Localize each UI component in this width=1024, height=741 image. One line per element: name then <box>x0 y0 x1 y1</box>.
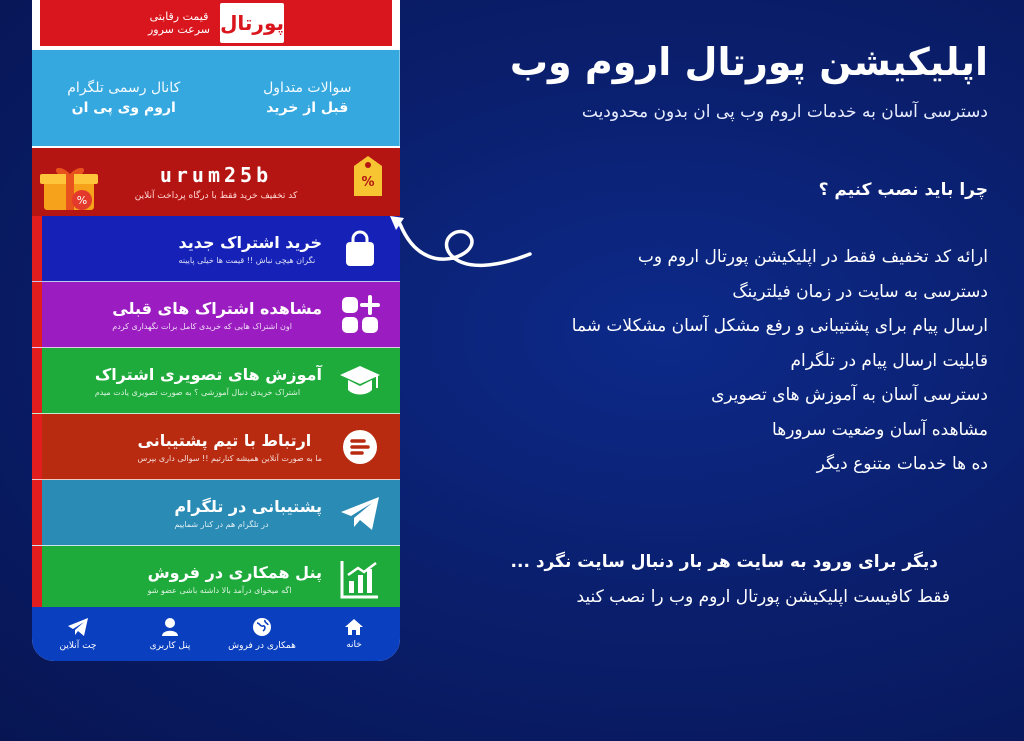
gift-box-icon <box>40 164 98 212</box>
phone-mockup <box>32 0 400 661</box>
menu-item-title: خرید اشتراک جدید <box>178 232 322 252</box>
bottom-navigation <box>32 607 400 661</box>
portal-logo: پورتال <box>220 3 284 43</box>
graduation-cap-icon <box>338 359 382 403</box>
coupon-code[interactable]: urum25b <box>159 163 273 187</box>
menu-item-previous-subscriptions[interactable] <box>32 282 400 348</box>
why-install-heading: چرا باید نصب کنیم ؟ <box>818 180 988 200</box>
menu-item-text <box>179 233 322 265</box>
nav-online-chat[interactable] <box>32 607 124 661</box>
nav-label: همکاری در فروش <box>228 641 296 651</box>
menu-item-title: مشاهده اشتراک های قبلی <box>112 298 322 318</box>
menu-accent <box>32 546 42 611</box>
main-menu <box>32 216 400 612</box>
menu-accent <box>32 282 42 347</box>
menu-item-title: پنل همکاری در فروش <box>147 562 322 582</box>
banner-text <box>148 10 210 36</box>
menu-item-video-tutorials[interactable] <box>32 348 400 414</box>
feature-item: دسترسی به سایت در زمان فیلترینگ <box>732 281 988 302</box>
feature-list <box>572 240 988 482</box>
menu-item-contact-support[interactable] <box>32 414 400 480</box>
menu-item-text <box>174 497 322 529</box>
discount-coupon[interactable] <box>32 148 400 216</box>
telegram-channel-card[interactable] <box>32 50 216 146</box>
nav-user-panel[interactable] <box>124 607 216 661</box>
price-tag-icon <box>348 152 388 200</box>
menu-item-telegram-support[interactable] <box>32 480 400 546</box>
faq-card[interactable] <box>216 50 401 146</box>
feature-item: دسترسی آسان به آموزش های تصویری <box>711 385 988 405</box>
globe-icon <box>252 617 272 637</box>
closing-line-1: دیگر برای ورود به سایت هر بار دنبال سایت نگرد ... <box>510 552 938 572</box>
nav-home[interactable] <box>308 607 400 661</box>
menu-item-sales-partner-panel[interactable] <box>32 546 400 612</box>
menu-item-title: ارتباط با تیم پشتیبانی <box>137 430 312 450</box>
feature-item: ارسال پیام برای پشتیبانی و رفع مشکل آسان مشکلات شما <box>571 316 988 336</box>
hero-title: اپلیکیشن پورتال اروم وب <box>509 40 988 84</box>
menu-accent <box>32 414 42 479</box>
top-banner <box>32 0 400 50</box>
nav-label: خانه <box>346 640 362 650</box>
nav-label: چت آنلاین <box>59 641 97 651</box>
nav-label: پنل کاربری <box>149 641 191 651</box>
feature-item: ده ها خدمات متنوع دیگر <box>816 454 988 474</box>
tag-percent: % <box>361 175 375 190</box>
menu-item-subtitle: اشتراک خریدی دنبال آموزشی ؟ به صورت تصویری یادت میدم <box>94 387 301 397</box>
sales-chart-icon <box>338 557 382 601</box>
banner-line: قیمت رقابتی <box>149 10 209 23</box>
menu-item-subtitle: نگران هیچی نباش !! قیمت ها خیلی پایینه <box>178 255 316 265</box>
menu-item-title: آموزش های تصویری اشتراک <box>94 364 322 384</box>
apps-add-icon <box>338 293 382 337</box>
coupon-note: کد تخفیف خرید فقط با درگاه پرداخت آنلاین <box>134 191 298 201</box>
banner-line: سرعت سرور <box>147 23 211 36</box>
telegram-icon <box>338 491 382 535</box>
hero-subtitle: دسترسی آسان به خدمات اروم وب پی ان بدون محدودیت <box>581 102 988 122</box>
support-chat-icon <box>338 425 382 469</box>
feature-item: مشاهده آسان وضعیت سرورها <box>772 419 988 440</box>
menu-item-subtitle: اون اشتراک هایی که خریدی کامل برات نگهداری کردم <box>112 321 292 331</box>
menu-item-text <box>148 563 322 595</box>
menu-accent <box>32 480 42 545</box>
menu-item-text <box>138 431 322 463</box>
menu-item-text <box>95 365 322 397</box>
home-icon <box>344 618 364 636</box>
card-title: سوالات متداول <box>263 80 352 96</box>
nav-sales-partner[interactable] <box>216 607 308 661</box>
closing-line-2: فقط کافیست اپلیکیشن پورتال اروم وب را نصب کنید <box>576 587 950 607</box>
menu-item-buy-subscription[interactable] <box>32 216 400 282</box>
shopping-bag-icon <box>338 227 382 271</box>
menu-accent <box>32 216 42 281</box>
menu-item-title: پشتیبانی در تلگرام <box>174 496 322 516</box>
info-cards <box>32 50 400 146</box>
user-icon <box>161 617 179 637</box>
card-subtitle: قبل از خرید <box>266 100 349 116</box>
menu-item-text <box>112 299 322 331</box>
card-subtitle: اروم وی پی ان <box>71 100 176 116</box>
feature-item: ارائه کد تخفیف فقط در اپلیکیشن پورتال اروم وب <box>637 247 988 267</box>
menu-item-subtitle: ما به صورت آنلاین همیشه کنارتیم !! سوالی داری بپرس <box>137 453 322 463</box>
gift-percent: % <box>76 194 88 207</box>
menu-item-subtitle: در تلگرام هم در کنار شماییم <box>174 519 269 529</box>
send-icon <box>67 617 89 637</box>
promo-banner[interactable] <box>40 0 392 46</box>
curved-arrow-icon <box>380 196 540 286</box>
menu-item-subtitle: اگه میخوای درآمد بالا داشته باشی عضو شو <box>147 585 292 595</box>
card-title: کانال رسمی تلگرام <box>67 80 181 96</box>
feature-item: قابلیت ارسال پیام در تلگرام <box>790 350 988 371</box>
menu-accent <box>32 348 42 413</box>
